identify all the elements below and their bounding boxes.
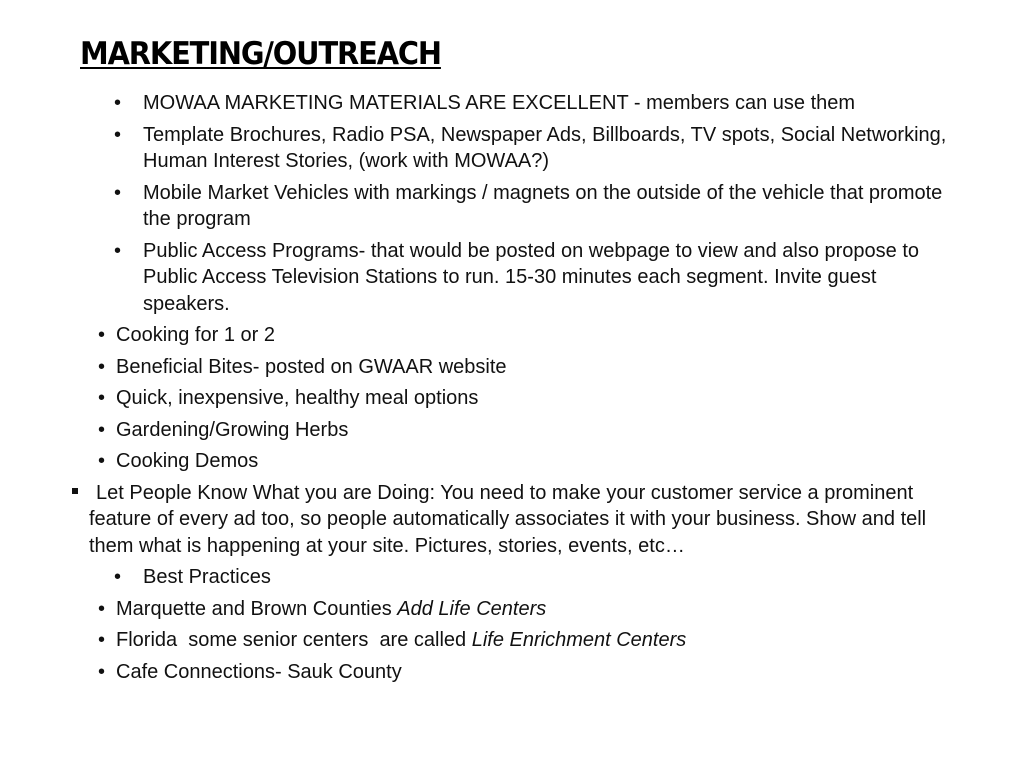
bullet-text: Cooking for 1 or 2: [116, 324, 275, 346]
bullet-dot-icon: •: [98, 324, 106, 346]
bullet-item: [0, 564, 1024, 591]
square-bullet-icon: [72, 488, 78, 494]
bullet-text: Marquette and Brown Counties: [116, 597, 398, 620]
sub-bullet-item: [0, 322, 1024, 349]
bullet-text: Quick, inexpensive, healthy meal options: [116, 387, 479, 409]
bullet-text: Public Access Programs- that would be posted on webpage to view and also propose to Public Access Television Stations to run. 15-30 minutes each segment. Invite guest speakers.: [143, 239, 920, 315]
paragraph-text: Let People Know What you are Doing: You need to make your customer service a prominent feature of every ad too, so people automatically associates it with your business. Show and tell them what is happening at your site. Pictures, stories, events, etc…: [89, 481, 927, 557]
bullet-text: Florida some senior centers are called: [116, 629, 472, 651]
bullet-dot-icon: •: [114, 92, 122, 114]
bullet-text: Best Practices: [143, 566, 271, 588]
sub-bullet-item: [0, 354, 1024, 381]
bullet-dot-icon: •: [98, 450, 106, 472]
sub-bullet-item: [0, 627, 1024, 654]
bullet-item: [0, 180, 1024, 233]
sub-bullet-item: [0, 417, 1024, 444]
sub-bullet-item: [0, 385, 1024, 412]
slide-title: MARKETING/OUTREACH: [80, 36, 441, 72]
bullet-dot-icon: •: [114, 181, 122, 204]
bullet-dot-icon: •: [98, 355, 106, 378]
bullet-text: Mobile Market Vehicles with markings / magnets on the outside of the vehicle that promote the program: [143, 181, 943, 230]
bullet-dot-icon: •: [98, 660, 106, 683]
bullet-dot-icon: •: [98, 597, 106, 620]
bullet-dot-icon: •: [98, 418, 106, 441]
bullet-dot-icon: •: [114, 239, 122, 262]
slide-content: [0, 90, 1024, 690]
bullet-text: Cooking Demos: [116, 450, 259, 472]
bullet-dot-icon: •: [114, 566, 122, 588]
bullet-text: MOWAA MARKETING MATERIALS ARE EXCELLENT - members can use them: [143, 92, 856, 114]
bullet-text: Cafe Connections- Sauk County: [116, 660, 402, 683]
bullet-text: Beneficial Bites- posted on GWAAR website: [116, 355, 507, 378]
sub-bullet-item: [0, 596, 1024, 623]
sub-bullet-item: [0, 448, 1024, 475]
square-bullet-item: [0, 480, 1024, 560]
bullet-italic-text: Life Enrichment Centers: [471, 629, 687, 651]
bullet-dot-icon: •: [98, 629, 106, 651]
bullet-item: [0, 90, 1024, 117]
sub-bullet-item: [0, 659, 1024, 686]
bullet-text: Template Brochures, Radio PSA, Newspaper Ads, Billboards, TV spots, Social Networking, Human Interest Stories, (work with MOWAA?): [143, 123, 947, 172]
bullet-item: [0, 238, 1024, 318]
bullet-text: Gardening/Growing Herbs: [116, 418, 349, 441]
bullet-item: [0, 122, 1024, 175]
bullet-dot-icon: •: [114, 123, 122, 146]
bullet-italic-text: Add Life Centers: [397, 597, 547, 620]
bullet-dot-icon: •: [98, 387, 106, 409]
